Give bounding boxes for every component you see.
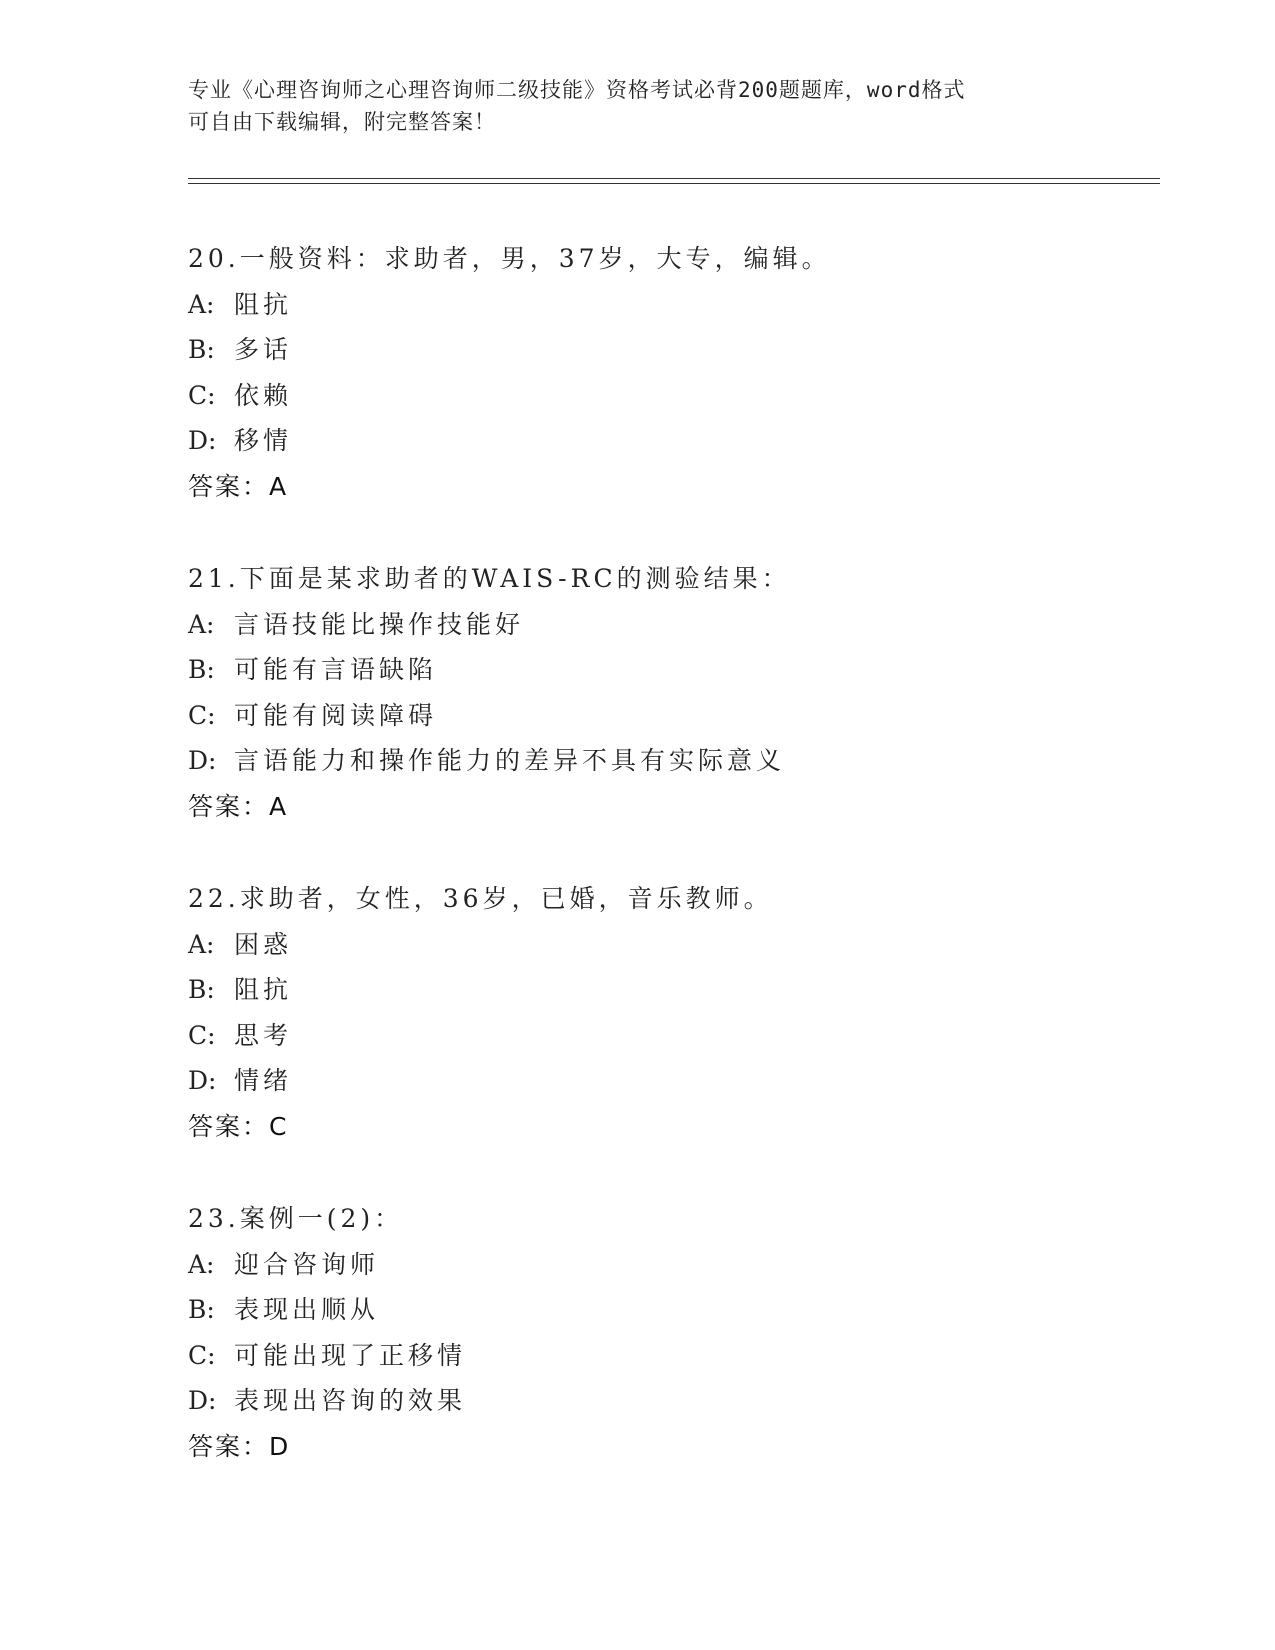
option-text: 表现出咨询的效果 bbox=[234, 1386, 467, 1415]
option-b bbox=[188, 647, 1188, 693]
option-text: 阻抗 bbox=[234, 975, 293, 1004]
header-line-2: 可自由下载编辑，附完整答案！ bbox=[188, 110, 496, 134]
option-letter: B: bbox=[188, 335, 215, 364]
option-a bbox=[188, 1242, 1188, 1288]
answer-line: 答案：A bbox=[188, 791, 289, 821]
option-letter: B: bbox=[188, 1295, 215, 1324]
option-letter: A: bbox=[188, 1249, 215, 1279]
option-letter: D: bbox=[188, 1386, 217, 1415]
option-letter: D: bbox=[188, 426, 217, 455]
answer-line: 答案：D bbox=[188, 1431, 291, 1461]
option-letter: C: bbox=[188, 1020, 216, 1050]
answer-line: 答案：C bbox=[188, 1111, 289, 1141]
option-text: 阻抗 bbox=[234, 289, 293, 319]
option-letter: D: bbox=[188, 1066, 217, 1095]
question-stem: 22.求助者，女性，36岁，已婚，音乐教师。 bbox=[188, 884, 773, 913]
option-d bbox=[188, 1378, 1188, 1424]
question-block bbox=[188, 1196, 1188, 1469]
option-text: 言语技能比操作技能好 bbox=[234, 609, 525, 639]
option-text: 困惑 bbox=[234, 929, 293, 959]
question-stem: 23.案例一(2)： bbox=[188, 1204, 404, 1233]
option-letter: C: bbox=[188, 1340, 216, 1370]
option-c bbox=[188, 693, 1188, 739]
option-c bbox=[188, 373, 1188, 419]
option-text: 移情 bbox=[234, 426, 293, 455]
option-text: 多话 bbox=[234, 335, 293, 364]
option-a bbox=[188, 282, 1188, 328]
question-block bbox=[188, 876, 1188, 1149]
option-d bbox=[188, 418, 1188, 464]
document-header bbox=[188, 74, 1088, 138]
header-divider-bottom bbox=[188, 183, 1160, 184]
option-text: 表现出顺从 bbox=[234, 1295, 380, 1324]
option-b bbox=[188, 327, 1188, 373]
option-letter: B: bbox=[188, 975, 215, 1004]
option-letter: C: bbox=[188, 380, 216, 410]
option-text: 依赖 bbox=[234, 380, 293, 410]
option-text: 言语能力和操作能力的差异不具有实际意义 bbox=[234, 746, 786, 775]
option-text: 可能有言语缺陷 bbox=[234, 655, 438, 684]
option-a bbox=[188, 922, 1188, 968]
question-block bbox=[188, 236, 1188, 509]
option-letter: A: bbox=[188, 289, 215, 319]
option-b bbox=[188, 1287, 1188, 1333]
option-text: 可能出现了正移情 bbox=[234, 1340, 467, 1370]
option-letter: D: bbox=[188, 746, 217, 775]
question-stem: 21.下面是某求助者的WAIS-RC的测验结果： bbox=[188, 564, 791, 593]
option-text: 思考 bbox=[234, 1020, 293, 1050]
option-letter: C: bbox=[188, 700, 216, 730]
question-block bbox=[188, 556, 1188, 829]
option-d bbox=[188, 1058, 1188, 1104]
option-d bbox=[188, 738, 1188, 784]
option-letter: A: bbox=[188, 609, 215, 639]
header-line-1: 专业《心理咨询师之心理咨询师二级技能》资格考试必背200题题库，word格式 bbox=[188, 78, 966, 102]
option-text: 可能有阅读障碍 bbox=[234, 700, 438, 730]
option-letter: B: bbox=[188, 655, 215, 684]
option-text: 情绪 bbox=[234, 1066, 293, 1095]
option-c bbox=[188, 1013, 1188, 1059]
option-b bbox=[188, 967, 1188, 1013]
option-text: 迎合咨询师 bbox=[234, 1249, 380, 1279]
option-letter: A: bbox=[188, 929, 215, 959]
option-a bbox=[188, 602, 1188, 648]
question-stem: 20.一般资料：求助者，男，37岁，大专，编辑。 bbox=[188, 244, 831, 273]
answer-line: 答案：A bbox=[188, 471, 289, 501]
header-divider-top bbox=[188, 178, 1160, 179]
option-c bbox=[188, 1333, 1188, 1379]
